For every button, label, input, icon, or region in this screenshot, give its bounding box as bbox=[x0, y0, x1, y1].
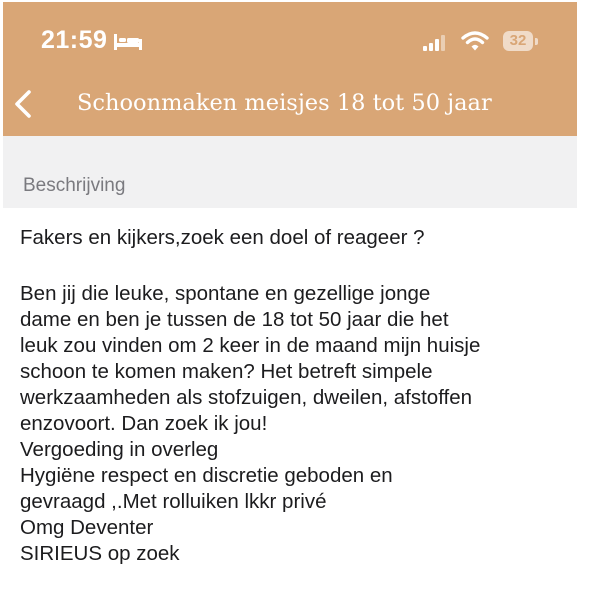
description-line: Hygiëne respect en discretie geboden en bbox=[20, 464, 393, 487]
description-line: dame en ben je tussen de 18 tot 50 jaar die het bbox=[20, 308, 449, 331]
section-header bbox=[3, 136, 577, 208]
description-line: leuk zou vinden om 2 keer in de maand mijn huisje bbox=[20, 334, 481, 357]
description-line: schoon te komen maken? Het betreft simpele bbox=[20, 360, 433, 383]
page-title: Schoonmaken meisjes 18 tot 50 jaar bbox=[77, 90, 492, 116]
bed-icon bbox=[113, 33, 143, 51]
back-button[interactable] bbox=[9, 86, 39, 122]
description-line: SIRIEUS op zoek bbox=[20, 542, 180, 565]
description-line: werkzaamheden als stofzuigen, dweilen, afstoffen bbox=[20, 386, 473, 409]
battery-level: 32 bbox=[503, 31, 533, 51]
status-time: 21:59 bbox=[41, 26, 108, 54]
description-line: Omg Deventer bbox=[20, 516, 154, 539]
description-line: enzovoort. Dan zoek ik jou! bbox=[20, 412, 268, 435]
description-line: Vergoeding in overleg bbox=[20, 438, 219, 461]
section-label: Beschrijving bbox=[23, 175, 126, 196]
app-header bbox=[3, 2, 577, 136]
description-line: gevraagd ,.Met rolluiken lkkr privé bbox=[20, 490, 327, 513]
battery-tip bbox=[535, 38, 538, 45]
paragraph-spacer bbox=[20, 251, 580, 281]
description-text bbox=[20, 225, 580, 567]
wifi-icon bbox=[461, 30, 489, 52]
description-line: Ben jij die leuke, spontane en gezellige jonge bbox=[20, 282, 431, 305]
battery-icon bbox=[503, 31, 541, 53]
chevron-left-icon bbox=[17, 92, 29, 116]
description-intro: Fakers en kijkers,zoek een doel of reageer ? bbox=[20, 226, 425, 249]
cellular-signal-icon bbox=[423, 35, 447, 51]
